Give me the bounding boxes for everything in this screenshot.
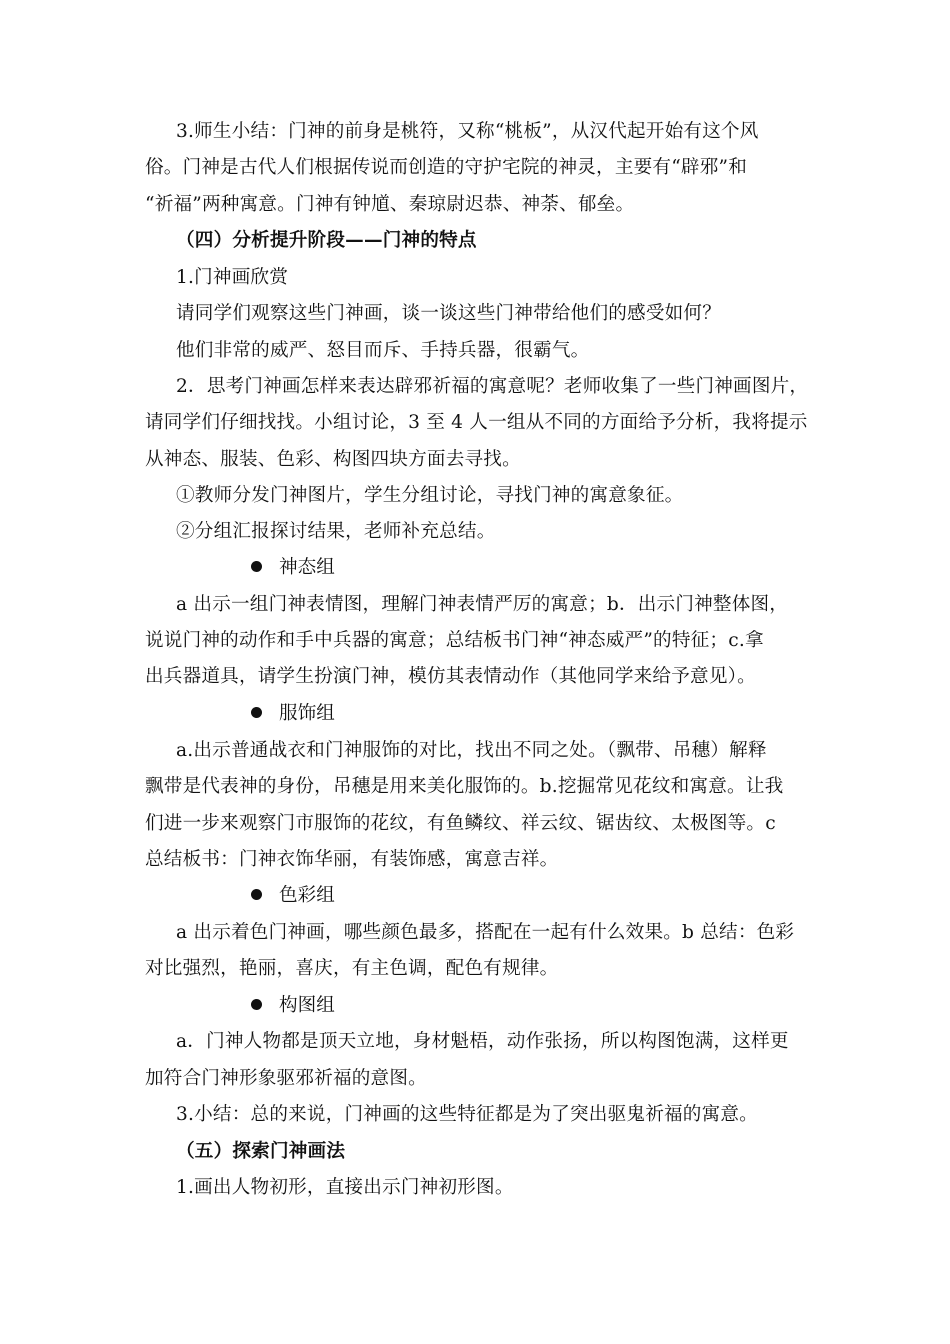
- paragraph-line: a．门神人物都是顶天立地，身材魁梧，动作张扬，所以构图饱满，这样更: [176, 1031, 789, 1052]
- paragraph-line: a 出示一组门神表情图，理解门神表情严厉的寓意；b．出示门神整体图，: [176, 594, 789, 615]
- paragraph-line: 对比强烈，艳丽，喜庆，有主色调，配色有规律。: [145, 958, 559, 979]
- paragraph-line: 总结板书：门神衣饰华丽，有装饰感，寓意吉祥。: [145, 849, 559, 870]
- section-heading: （五）探索门神画法: [176, 1141, 346, 1162]
- paragraph-line: 请同学们仔细找找。小组讨论，3 至 4 人一组从不同的方面给予分析，我将提示: [145, 412, 808, 433]
- paragraph-line: 出兵器道具，请学生扮演门神，模仿其表情动作（其他同学来给予意见）。: [145, 666, 756, 687]
- paragraph-line: 3.小结：总的来说，门神画的这些特征都是为了突出驱鬼祈福的寓意。: [176, 1104, 758, 1125]
- paragraph-line: 1.门神画欣赏: [176, 267, 289, 288]
- paragraph-line: 从神态、服装、色彩、构图四块方面去寻找。: [145, 449, 521, 470]
- bullet-dot-icon: [251, 561, 262, 572]
- paragraph-line: 俗。门神是古代人们根据传说而创造的守护宅院的神灵，主要有“辟邪”和: [145, 157, 748, 178]
- paragraph-line: a 出示着色门神画，哪些颜色最多，搭配在一起有什么效果。b 总结：色彩: [176, 922, 795, 943]
- bullet-dot-icon: [251, 999, 262, 1010]
- paragraph-line: 飘带是代表神的身份，吊穗是用来美化服饰的。b.挖掘常见花纹和寓意。让我: [145, 776, 784, 797]
- paragraph-line: 1.画出人物初形，直接出示门神初形图。: [176, 1177, 514, 1198]
- section-heading: （四）分析提升阶段——门神的特点: [176, 230, 477, 251]
- paragraph-line: “祈福”两种寓意。门神有钟馗、秦琼尉迟恭、神荼、郁垒。: [145, 194, 635, 215]
- bullet-item: [251, 702, 335, 726]
- bullet-label: 神态组: [279, 557, 335, 578]
- bullet-item: [251, 556, 335, 580]
- paragraph-line: 请同学们观察这些门神画，谈一谈这些门神带给他们的感受如何？: [176, 303, 722, 324]
- bullet-dot-icon: [251, 889, 262, 900]
- paragraph-line: 说说门神的动作和手中兵器的寓意；总结板书门神“神态威严”的特征；c.拿: [145, 630, 764, 651]
- bullet-item: [251, 994, 335, 1018]
- bullet-label: 色彩组: [279, 885, 335, 906]
- paragraph-line: 加符合门神形象驱邪祈福的意图。: [145, 1068, 427, 1089]
- paragraph-line: 3.师生小结：门神的前身是桃符，又称“桃板”，从汉代起开始有这个风: [176, 121, 759, 142]
- bullet-label: 构图组: [279, 995, 335, 1016]
- paragraph-line: ①教师分发门神图片，学生分组讨论，寻找门神的寓意象征。: [176, 485, 684, 506]
- paragraph-line: 2．思考门神画怎样来表达辟邪祈福的寓意呢？老师收集了一些门神画图片，: [176, 376, 809, 397]
- bullet-dot-icon: [251, 707, 262, 718]
- bullet-item: [251, 884, 335, 908]
- bullet-label: 服饰组: [279, 703, 335, 724]
- paragraph-line: 们进一步来观察门市服饰的花纹，有鱼鳞纹、祥云纹、锯齿纹、太极图等。c: [145, 813, 776, 834]
- paragraph-line: 他们非常的威严、怒目而斥、手持兵器，很霸气。: [176, 340, 590, 361]
- paragraph-line: a.出示普通战衣和门神服饰的对比，找出不同之处。（飘带、吊穗）解释: [176, 740, 767, 761]
- paragraph-line: ②分组汇报探讨结果，老师补充总结。: [176, 521, 496, 542]
